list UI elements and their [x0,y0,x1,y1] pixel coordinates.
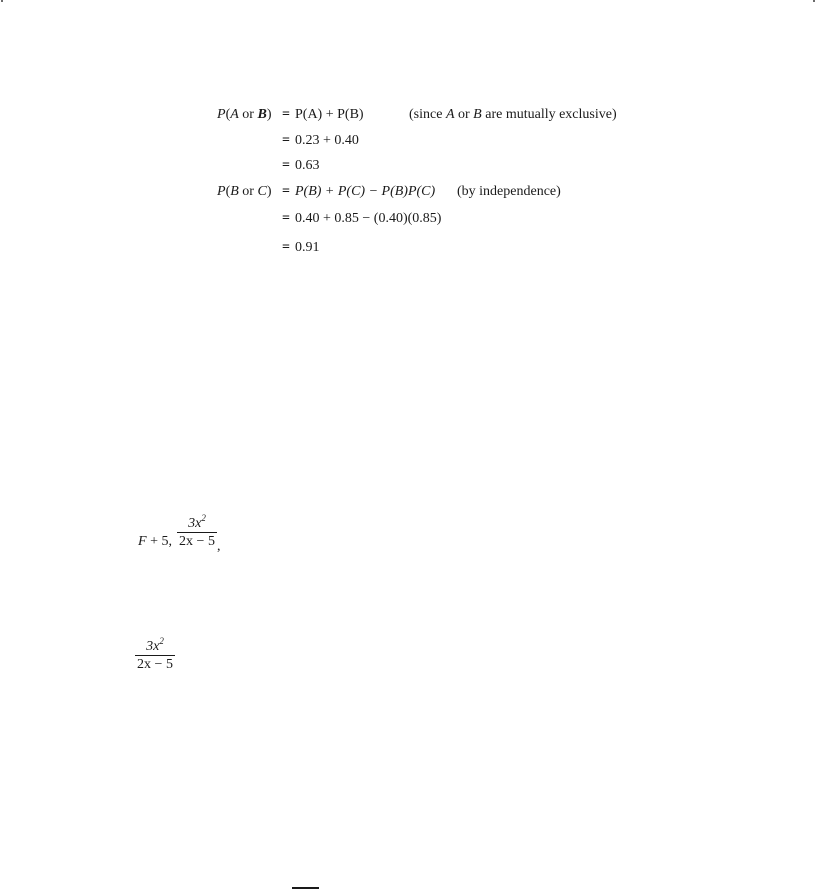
paren-open: ( [225,107,231,122]
exponent: 2 [201,513,206,523]
equation-line-4-lhs [217,183,271,201]
equals-sign: = [282,184,290,199]
equals-sign: = [282,240,290,255]
equation-line-6: 0.91 [295,240,320,255]
equation-line-1-rhs: P(A) + P(B) [295,107,364,122]
symbol-P: P [217,184,226,199]
expression-1-prefix [138,533,172,551]
equation-line-4-note: (by independence) [457,184,561,199]
equals-sign: = [282,158,290,173]
equals-sign: = [282,211,290,226]
var-B: B [473,107,482,122]
paren-close: ) [266,184,272,199]
var-A: A [230,107,239,122]
paren-close: ) [266,107,272,122]
var-F: F [138,534,147,549]
fraction-2 [135,636,175,674]
equation-line-1-lhs [217,106,271,124]
word-or: or [238,107,258,122]
fraction-numerator: $3x^2$ [188,513,206,531]
fraction-denominator: 2x − 5 [179,534,215,549]
exponent: 2 [159,636,164,646]
var-B: B [230,184,239,199]
word-or: or [454,107,474,122]
overline-fragment [292,887,319,889]
equation-line-1-note [409,106,617,124]
var-C: C [257,184,267,199]
equation-line-4-rhs: P(B) + P(C) − P(B)P(C) [295,184,436,199]
fraction-1 [177,513,217,551]
var-A: A [445,107,455,122]
note-text: are mutually exclusive) [481,107,617,122]
equation-line-2: 0.23 + 0.40 [295,133,359,148]
var-B: B [257,107,267,122]
paren-open: ( [225,184,231,199]
expression-text: + 5, [146,534,172,549]
note-text: (since [409,107,446,122]
equation-line-5: 0.40 + 0.85 − (0.40)(0.85) [295,211,442,226]
page-corner-mark [1,0,3,2]
expression-1-suffix: , [217,539,221,554]
fraction-denominator: 2x − 5 [137,657,173,672]
fraction-numerator: $3x^2$ [146,636,164,654]
equation-line-3: 0.63 [295,158,320,173]
equals-sign: = [282,107,290,122]
equals-sign: = [282,133,290,148]
word-or: or [238,184,258,199]
symbol-P: P [217,107,226,122]
page-corner-mark [813,0,815,2]
